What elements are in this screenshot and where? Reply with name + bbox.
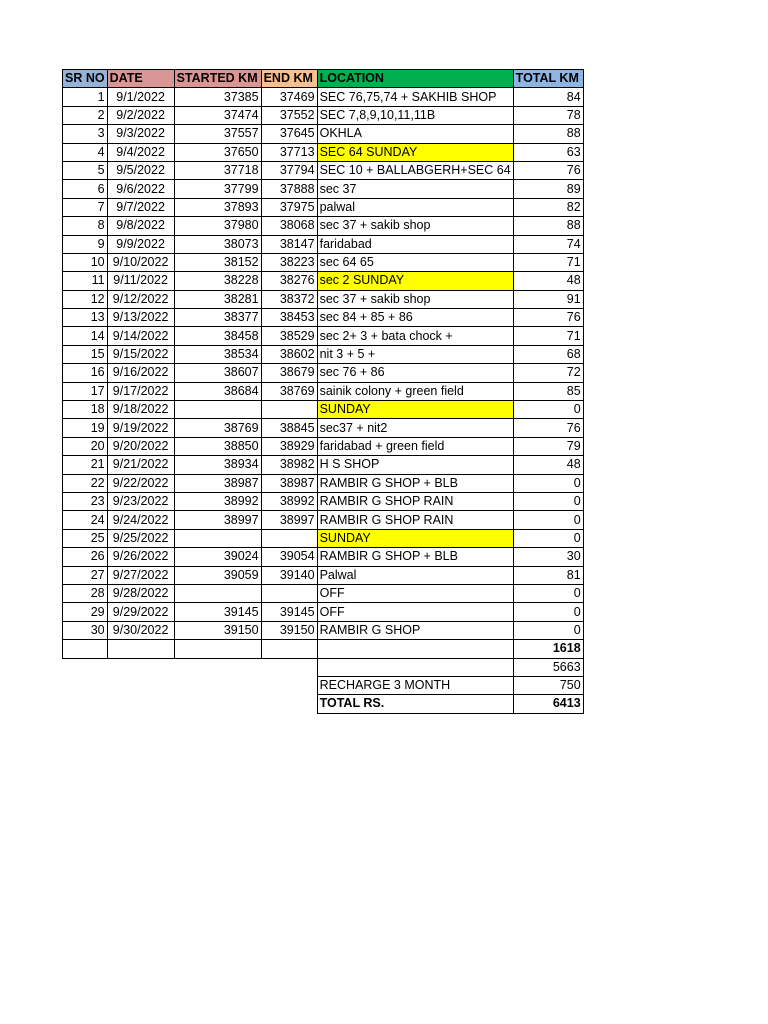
sr-no-cell[interactable]: 23: [63, 492, 108, 510]
started-km-cell[interactable]: 37474: [174, 106, 261, 124]
total-km-cell[interactable]: 88: [513, 125, 583, 143]
table-row: [63, 345, 584, 363]
end-km-cell[interactable]: 38929: [261, 437, 317, 455]
sr-no-cell[interactable]: 14: [63, 327, 108, 345]
started-km-cell[interactable]: 38152: [174, 253, 261, 271]
total-km-cell[interactable]: 76: [513, 419, 583, 437]
table-row: [63, 309, 584, 327]
table-row: [63, 125, 584, 143]
empty-area: [63, 658, 318, 676]
end-km-cell[interactable]: 38769: [261, 382, 317, 400]
end-km-cell[interactable]: 39150: [261, 621, 317, 639]
date-cell[interactable]: 9/23/2022: [107, 492, 174, 510]
started-km-cell[interactable]: 37718: [174, 161, 261, 179]
location-cell[interactable]: OFF: [317, 584, 513, 602]
total-km-cell[interactable]: 82: [513, 198, 583, 216]
date-cell[interactable]: 9/25/2022: [107, 529, 174, 547]
date-cell[interactable]: 9/17/2022: [107, 382, 174, 400]
sr-no-cell[interactable]: 30: [63, 621, 108, 639]
started-km-cell[interactable]: 37980: [174, 217, 261, 235]
recharge-label[interactable]: RECHARGE 3 MONTH: [317, 676, 513, 694]
date-cell[interactable]: 9/15/2022: [107, 345, 174, 363]
started-km-cell[interactable]: 37650: [174, 143, 261, 161]
summary-blank-cell[interactable]: [317, 640, 513, 658]
summary-blank-cell[interactable]: [317, 658, 513, 676]
header-location[interactable]: LOCATION: [317, 70, 513, 88]
end-km-cell[interactable]: 38147: [261, 235, 317, 253]
sr-no-cell[interactable]: 24: [63, 511, 108, 529]
end-km-cell[interactable]: 39054: [261, 548, 317, 566]
end-km-cell[interactable]: 37888: [261, 180, 317, 198]
amount-value[interactable]: 5663: [513, 658, 583, 676]
sr-no-cell[interactable]: 28: [63, 584, 108, 602]
end-km-cell[interactable]: 38845: [261, 419, 317, 437]
started-km-cell[interactable]: 39145: [174, 603, 261, 621]
total-km-cell[interactable]: 0: [513, 511, 583, 529]
table-row: [63, 327, 584, 345]
date-cell[interactable]: 9/12/2022: [107, 290, 174, 308]
date-cell[interactable]: 9/13/2022: [107, 309, 174, 327]
table-row: [63, 492, 584, 510]
location-cell[interactable]: Palwal: [317, 566, 513, 584]
end-km-cell[interactable]: 38372: [261, 290, 317, 308]
table-row: [63, 253, 584, 271]
total-km-cell[interactable]: 30: [513, 548, 583, 566]
sr-no-cell[interactable]: 10: [63, 253, 108, 271]
date-cell[interactable]: 9/30/2022: [107, 621, 174, 639]
location-cell[interactable]: nit 3 + 5 +: [317, 345, 513, 363]
sr-no-cell[interactable]: 18: [63, 401, 108, 419]
total-km-cell[interactable]: 78: [513, 106, 583, 124]
end-km-cell[interactable]: 38982: [261, 456, 317, 474]
location-cell[interactable]: SEC 76,75,74 + SAKHIB SHOP: [317, 88, 513, 106]
location-cell[interactable]: OFF: [317, 603, 513, 621]
recharge-value[interactable]: 750: [513, 676, 583, 694]
table-row: [63, 474, 584, 492]
started-km-cell[interactable]: 38073: [174, 235, 261, 253]
total-km-cell[interactable]: 68: [513, 345, 583, 363]
table-row: [63, 290, 584, 308]
table-row: [63, 217, 584, 235]
table-row: [63, 198, 584, 216]
date-cell[interactable]: 9/8/2022: [107, 217, 174, 235]
date-cell[interactable]: 9/3/2022: [107, 125, 174, 143]
total-km-cell[interactable]: 79: [513, 437, 583, 455]
summary-total-km-row: [63, 640, 584, 658]
summary-blank-cell[interactable]: [63, 640, 108, 658]
started-km-cell[interactable]: 38458: [174, 327, 261, 345]
end-km-cell[interactable]: 38987: [261, 474, 317, 492]
summary-recharge-row: [63, 676, 584, 694]
summary-total-rs-row: [63, 695, 584, 713]
total-km-cell[interactable]: 0: [513, 492, 583, 510]
started-km-cell[interactable]: 38684: [174, 382, 261, 400]
date-cell[interactable]: 9/20/2022: [107, 437, 174, 455]
date-cell[interactable]: 9/11/2022: [107, 272, 174, 290]
date-cell[interactable]: 9/16/2022: [107, 364, 174, 382]
sr-no-cell[interactable]: 12: [63, 290, 108, 308]
empty-area: [63, 676, 318, 694]
end-km-cell[interactable]: 37794: [261, 161, 317, 179]
started-km-cell[interactable]: [174, 401, 261, 419]
total-km-cell[interactable]: 89: [513, 180, 583, 198]
end-km-cell[interactable]: 37975: [261, 198, 317, 216]
location-cell[interactable]: RAMBIR G SHOP + BLB: [317, 474, 513, 492]
date-cell[interactable]: 9/1/2022: [107, 88, 174, 106]
date-cell[interactable]: 9/18/2022: [107, 401, 174, 419]
table-row: [63, 584, 584, 602]
location-cell[interactable]: RAMBIR G SHOP + BLB: [317, 548, 513, 566]
summary-amount-row: [63, 658, 584, 676]
table-row: [63, 382, 584, 400]
location-cell[interactable]: SEC 7,8,9,10,11,11B: [317, 106, 513, 124]
summary-section: [63, 640, 584, 714]
date-cell[interactable]: 9/22/2022: [107, 474, 174, 492]
sr-no-cell[interactable]: 25: [63, 529, 108, 547]
sr-no-cell[interactable]: 26: [63, 548, 108, 566]
date-cell[interactable]: 9/21/2022: [107, 456, 174, 474]
total-km-cell[interactable]: 63: [513, 143, 583, 161]
total-km-cell[interactable]: 72: [513, 364, 583, 382]
total-km-cell[interactable]: 0: [513, 529, 583, 547]
header-date[interactable]: DATE: [107, 70, 174, 88]
location-cell[interactable]: H S SHOP: [317, 456, 513, 474]
location-cell[interactable]: SUNDAY: [317, 529, 513, 547]
sr-no-cell[interactable]: 6: [63, 180, 108, 198]
total-km-cell[interactable]: 88: [513, 217, 583, 235]
started-km-cell[interactable]: 39059: [174, 566, 261, 584]
end-km-cell[interactable]: 38992: [261, 492, 317, 510]
date-cell[interactable]: 9/9/2022: [107, 235, 174, 253]
sr-no-cell[interactable]: 7: [63, 198, 108, 216]
end-km-cell[interactable]: [261, 584, 317, 602]
date-cell[interactable]: 9/6/2022: [107, 180, 174, 198]
table-row: [63, 180, 584, 198]
started-km-cell[interactable]: 38607: [174, 364, 261, 382]
table-row: [63, 511, 584, 529]
table-row: [63, 364, 584, 382]
total-km-cell[interactable]: 81: [513, 566, 583, 584]
started-km-cell[interactable]: 38228: [174, 272, 261, 290]
location-cell[interactable]: sec 37: [317, 180, 513, 198]
data-rows: [63, 88, 584, 640]
summary-blank-cell[interactable]: [261, 640, 317, 658]
date-cell[interactable]: 9/14/2022: [107, 327, 174, 345]
table-row: [63, 456, 584, 474]
total-km-cell[interactable]: 48: [513, 272, 583, 290]
header-total-km[interactable]: TOTAL KM: [513, 70, 583, 88]
sr-no-cell[interactable]: 27: [63, 566, 108, 584]
header-sr-no[interactable]: SR NO: [63, 70, 108, 88]
location-cell[interactable]: sec 37 + sakib shop: [317, 217, 513, 235]
end-km-cell[interactable]: [261, 529, 317, 547]
sr-no-cell[interactable]: 11: [63, 272, 108, 290]
total-km-cell[interactable]: 76: [513, 161, 583, 179]
location-cell[interactable]: sec 2+ 3 + bata chock +: [317, 327, 513, 345]
end-km-cell[interactable]: 38997: [261, 511, 317, 529]
sr-no-cell[interactable]: 1: [63, 88, 108, 106]
end-km-cell[interactable]: 39140: [261, 566, 317, 584]
sr-no-cell[interactable]: 5: [63, 161, 108, 179]
location-cell[interactable]: sec 2 SUNDAY: [317, 272, 513, 290]
sr-no-cell[interactable]: 13: [63, 309, 108, 327]
location-cell[interactable]: RAMBIR G SHOP RAIN: [317, 492, 513, 510]
end-km-cell[interactable]: 37645: [261, 125, 317, 143]
header-row: [63, 70, 584, 88]
date-cell[interactable]: 9/24/2022: [107, 511, 174, 529]
total-rs-value[interactable]: 6413: [513, 695, 583, 713]
started-km-cell[interactable]: 37557: [174, 125, 261, 143]
started-km-cell[interactable]: 38992: [174, 492, 261, 510]
started-km-cell[interactable]: 38534: [174, 345, 261, 363]
total-km-cell[interactable]: 76: [513, 309, 583, 327]
started-km-cell[interactable]: 37385: [174, 88, 261, 106]
started-km-cell[interactable]: 38850: [174, 437, 261, 455]
location-cell[interactable]: RAMBIR G SHOP RAIN: [317, 511, 513, 529]
date-cell[interactable]: 9/10/2022: [107, 253, 174, 271]
sr-no-cell[interactable]: 4: [63, 143, 108, 161]
sr-no-cell[interactable]: 21: [63, 456, 108, 474]
started-km-cell[interactable]: 38281: [174, 290, 261, 308]
location-cell[interactable]: sec 76 + 86: [317, 364, 513, 382]
location-cell[interactable]: faridabad: [317, 235, 513, 253]
end-km-cell[interactable]: 38453: [261, 309, 317, 327]
started-km-cell[interactable]: 38997: [174, 511, 261, 529]
table-row: [63, 106, 584, 124]
location-cell[interactable]: sec37 + nit2: [317, 419, 513, 437]
table-row: [63, 88, 584, 106]
table-row: [63, 161, 584, 179]
location-cell[interactable]: OKHLA: [317, 125, 513, 143]
location-cell[interactable]: sec 37 + sakib shop: [317, 290, 513, 308]
total-km-cell[interactable]: 74: [513, 235, 583, 253]
date-cell[interactable]: 9/27/2022: [107, 566, 174, 584]
date-cell[interactable]: 9/5/2022: [107, 161, 174, 179]
started-km-cell[interactable]: 37799: [174, 180, 261, 198]
total-km-cell[interactable]: 71: [513, 253, 583, 271]
end-km-cell[interactable]: 39145: [261, 603, 317, 621]
location-cell[interactable]: faridabad + green field: [317, 437, 513, 455]
end-km-cell[interactable]: 37552: [261, 106, 317, 124]
started-km-cell[interactable]: 39150: [174, 621, 261, 639]
summary-blank-cell[interactable]: [107, 640, 174, 658]
empty-area: [63, 695, 318, 713]
end-km-cell[interactable]: 38276: [261, 272, 317, 290]
date-cell[interactable]: 9/28/2022: [107, 584, 174, 602]
location-cell[interactable]: sec 84 + 85 + 86: [317, 309, 513, 327]
summary-blank-cell[interactable]: [174, 640, 261, 658]
sr-no-cell[interactable]: 8: [63, 217, 108, 235]
end-km-cell[interactable]: 38068: [261, 217, 317, 235]
total-km-sum[interactable]: 1618: [513, 640, 583, 658]
end-km-cell[interactable]: 38679: [261, 364, 317, 382]
end-km-cell[interactable]: 38529: [261, 327, 317, 345]
sr-no-cell[interactable]: 20: [63, 437, 108, 455]
date-cell[interactable]: 9/26/2022: [107, 548, 174, 566]
sr-no-cell[interactable]: 19: [63, 419, 108, 437]
total-km-cell[interactable]: 84: [513, 88, 583, 106]
date-cell[interactable]: 9/19/2022: [107, 419, 174, 437]
location-cell[interactable]: SEC 64 SUNDAY: [317, 143, 513, 161]
location-cell[interactable]: sainik colony + green field: [317, 382, 513, 400]
location-cell[interactable]: SUNDAY: [317, 401, 513, 419]
total-km-cell[interactable]: 48: [513, 456, 583, 474]
date-cell[interactable]: 9/2/2022: [107, 106, 174, 124]
started-km-cell[interactable]: 39024: [174, 548, 261, 566]
table-row: [63, 419, 584, 437]
sr-no-cell[interactable]: 9: [63, 235, 108, 253]
total-km-cell[interactable]: 71: [513, 327, 583, 345]
sr-no-cell[interactable]: 29: [63, 603, 108, 621]
location-cell[interactable]: palwal: [317, 198, 513, 216]
total-km-cell[interactable]: 0: [513, 584, 583, 602]
started-km-cell[interactable]: 38769: [174, 419, 261, 437]
sr-no-cell[interactable]: 16: [63, 364, 108, 382]
sr-no-cell[interactable]: 17: [63, 382, 108, 400]
header-end-km[interactable]: END KM: [261, 70, 317, 88]
table-row: [63, 143, 584, 161]
started-km-cell[interactable]: [174, 529, 261, 547]
sr-no-cell[interactable]: 22: [63, 474, 108, 492]
sr-no-cell[interactable]: 2: [63, 106, 108, 124]
end-km-cell[interactable]: [261, 401, 317, 419]
table-row: [63, 401, 584, 419]
table-row: [63, 529, 584, 547]
km-log-table: [62, 69, 584, 714]
date-cell[interactable]: 9/4/2022: [107, 143, 174, 161]
sr-no-cell[interactable]: 15: [63, 345, 108, 363]
sr-no-cell[interactable]: 3: [63, 125, 108, 143]
table-row: [63, 272, 584, 290]
started-km-cell[interactable]: 37893: [174, 198, 261, 216]
total-km-cell[interactable]: 0: [513, 474, 583, 492]
table-row: [63, 621, 584, 639]
table-row: [63, 437, 584, 455]
started-km-cell[interactable]: [174, 584, 261, 602]
started-km-cell[interactable]: 38377: [174, 309, 261, 327]
location-cell[interactable]: sec 64 65: [317, 253, 513, 271]
total-km-cell[interactable]: 0: [513, 621, 583, 639]
header-started-km[interactable]: STARTED KM: [174, 70, 261, 88]
started-km-cell[interactable]: 38934: [174, 456, 261, 474]
location-cell[interactable]: SEC 10 + BALLABGERH+SEC 64: [317, 161, 513, 179]
date-cell[interactable]: 9/29/2022: [107, 603, 174, 621]
table-row: [63, 566, 584, 584]
end-km-cell[interactable]: 37713: [261, 143, 317, 161]
started-km-cell[interactable]: 38987: [174, 474, 261, 492]
total-rs-label[interactable]: TOTAL RS.: [317, 695, 513, 713]
end-km-cell[interactable]: 38223: [261, 253, 317, 271]
date-cell[interactable]: 9/7/2022: [107, 198, 174, 216]
total-km-cell[interactable]: 0: [513, 603, 583, 621]
table-row: [63, 603, 584, 621]
total-km-cell[interactable]: 0: [513, 401, 583, 419]
end-km-cell[interactable]: 38602: [261, 345, 317, 363]
total-km-cell[interactable]: 91: [513, 290, 583, 308]
table-row: [63, 235, 584, 253]
location-cell[interactable]: RAMBIR G SHOP: [317, 621, 513, 639]
total-km-cell[interactable]: 85: [513, 382, 583, 400]
end-km-cell[interactable]: 37469: [261, 88, 317, 106]
table-row: [63, 548, 584, 566]
